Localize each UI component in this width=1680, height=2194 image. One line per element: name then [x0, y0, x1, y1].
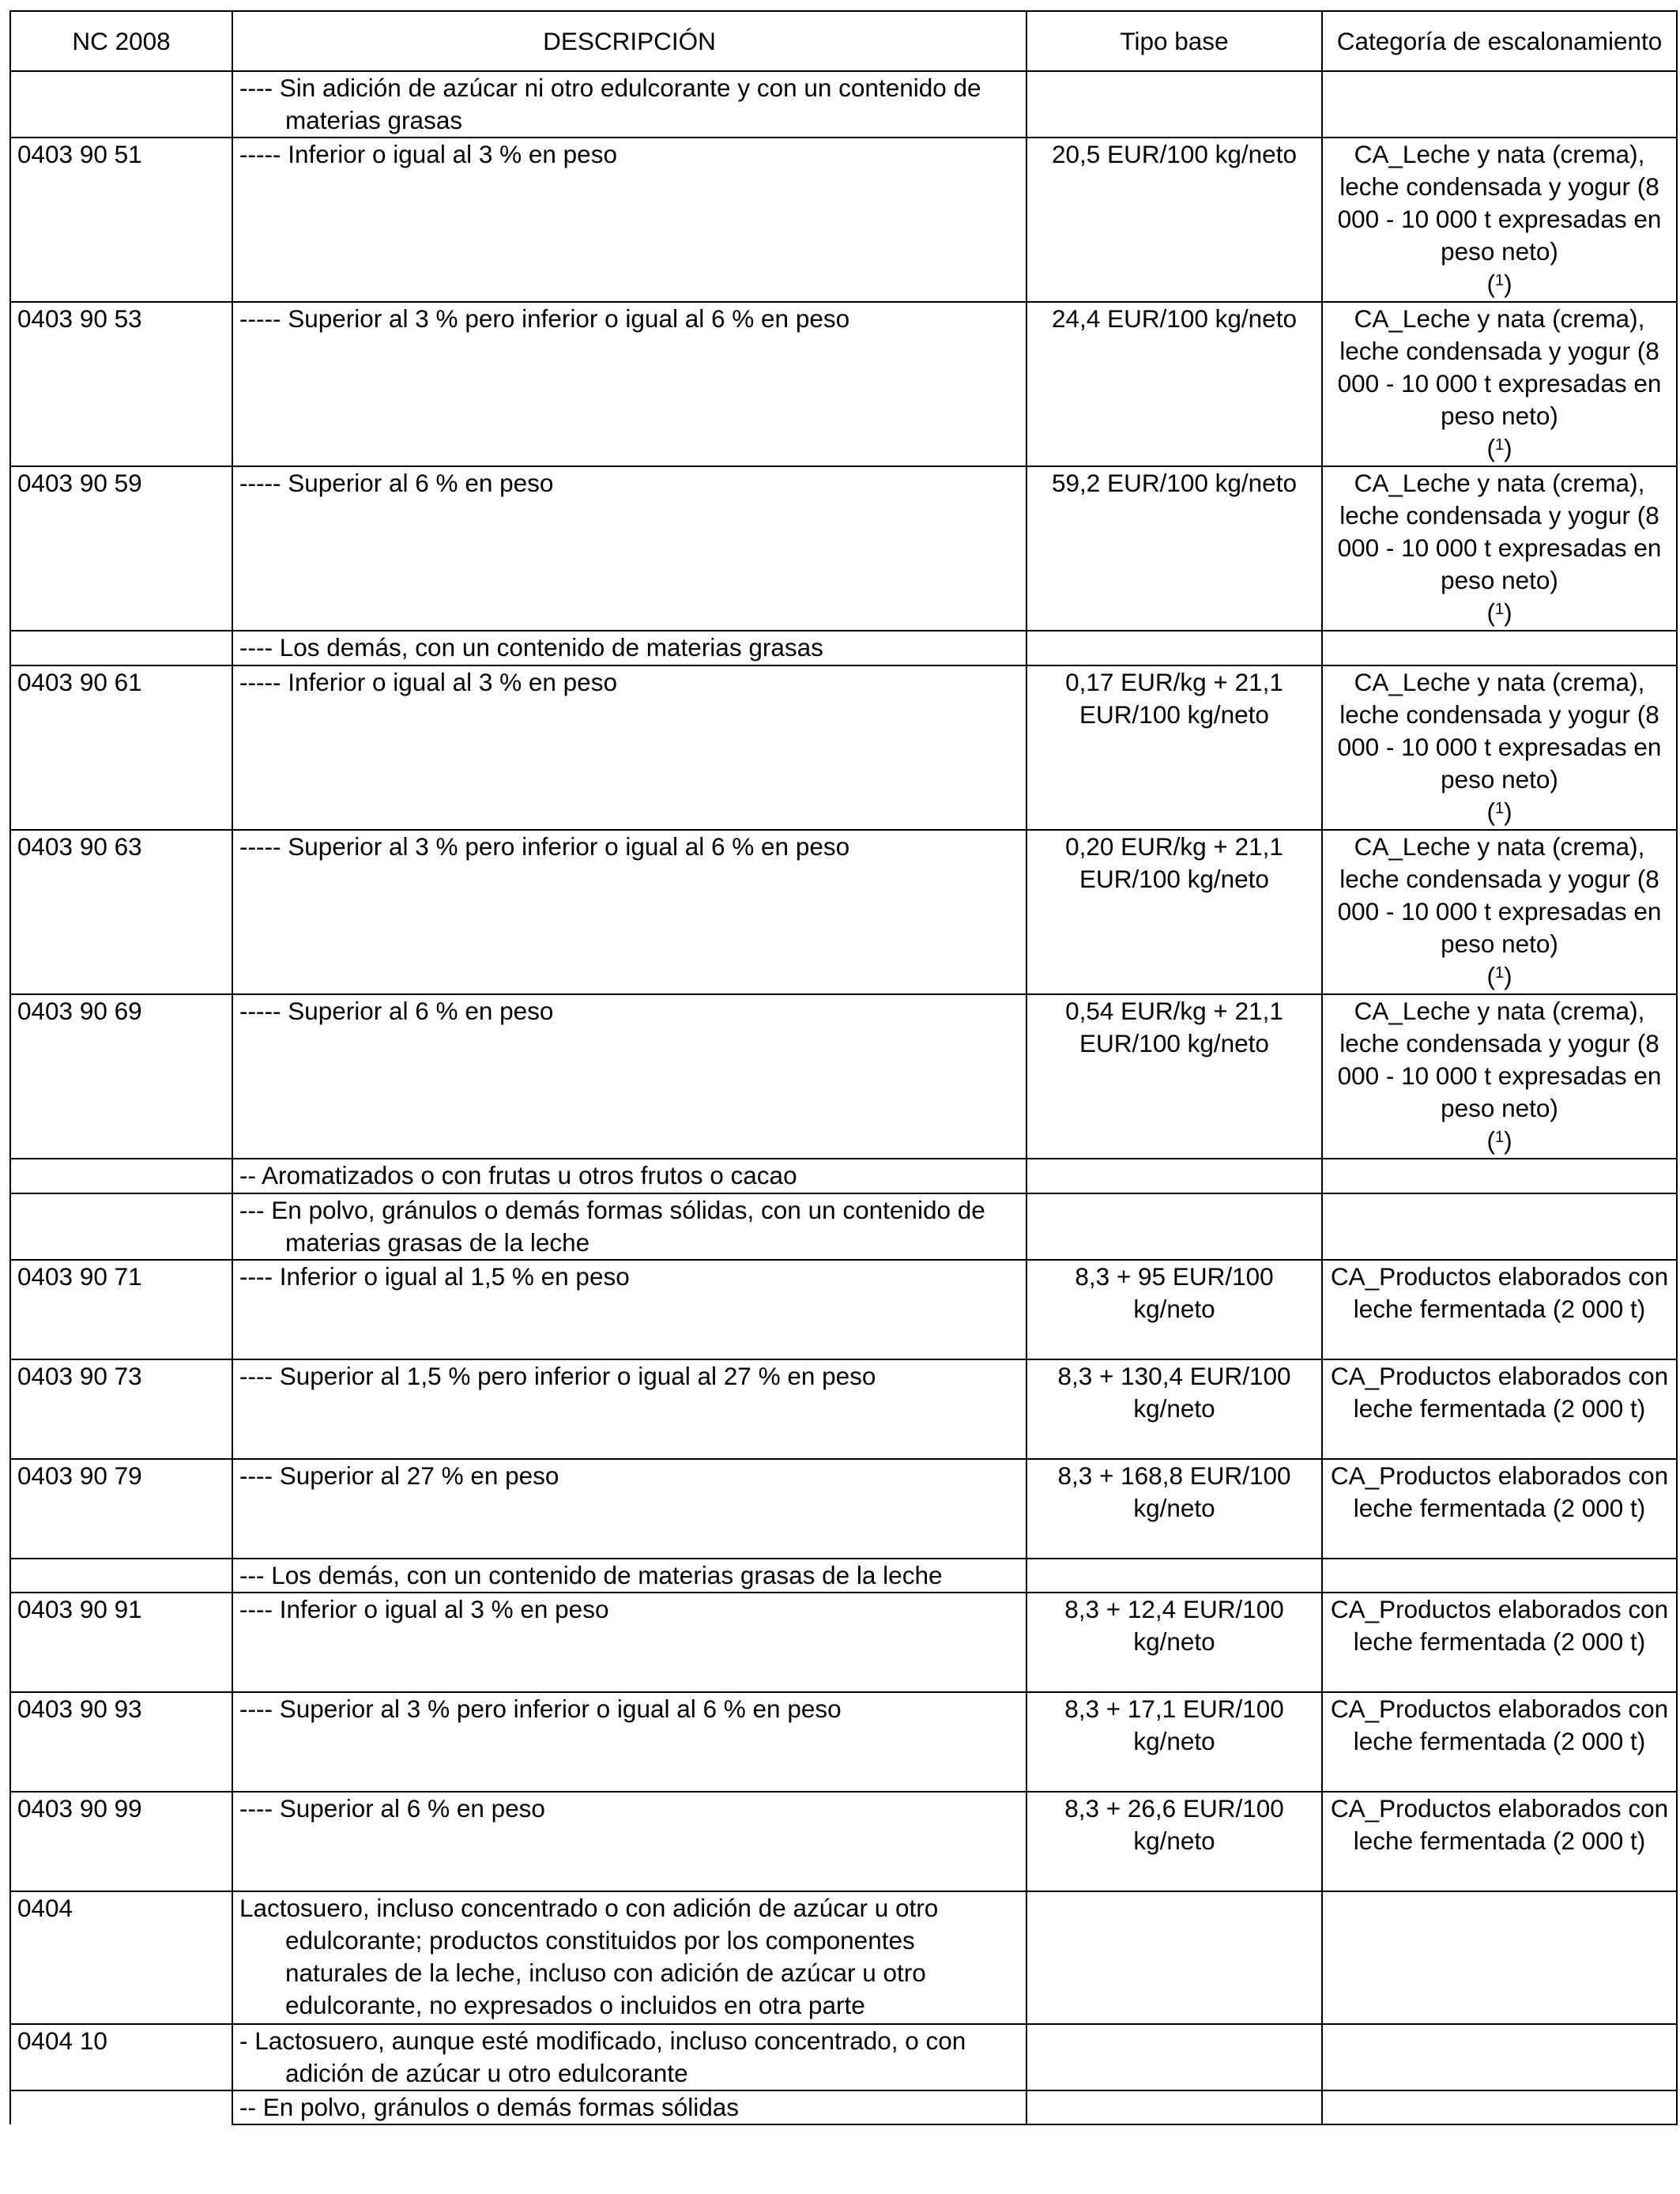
categoria-text: CA_Leche y nata (crema), leche condensada y yogur (8 000 - 10 000 t expresadas en peso neto): [1337, 997, 1662, 1122]
table-row: [10, 830, 1677, 994]
table-row: [10, 466, 1677, 631]
tipo-base: 8,3 + 130,4 EUR/100 kg/neto: [1026, 1359, 1322, 1459]
description-text: ---- Superior al 6 % en peso: [239, 1794, 545, 1823]
tipo-base: [1026, 1891, 1322, 2024]
categoria: CA_Productos elaborados con leche fermentada (2 000 t): [1322, 1459, 1677, 1559]
description: [232, 1891, 1026, 2024]
footnote-ref: 1: [1494, 800, 1505, 817]
categoria-text: CA_Leche y nata (crema), leche condensada y yogur (8 000 - 10 000 t expresadas en peso neto): [1337, 304, 1662, 430]
description: [232, 1593, 1026, 1692]
nc-code: [10, 71, 232, 138]
nc-code: 0403 90 53: [10, 302, 232, 466]
tipo-base: 0,54 EUR/kg + 21,1 EUR/100 kg/neto: [1026, 994, 1322, 1159]
nc-code: 0403 90 91: [10, 1593, 232, 1692]
tipo-base: 8,3 + 168,8 EUR/100 kg/neto: [1026, 1459, 1322, 1559]
description: [232, 138, 1026, 302]
table-row: [10, 71, 1677, 138]
description-text: -- Aromatizados o con frutas u otros frutos o cacao: [239, 1161, 797, 1189]
tipo-base: 0,20 EUR/kg + 21,1 EUR/100 kg/neto: [1026, 830, 1322, 994]
tipo-base: 8,3 + 26,6 EUR/100 kg/neto: [1026, 1792, 1322, 1891]
categoria-text: CA_Leche y nata (crema), leche condensada y yogur (8 000 - 10 000 t expresadas en peso neto): [1337, 140, 1662, 266]
tipo-base: 8,3 + 12,4 EUR/100 kg/neto: [1026, 1593, 1322, 1692]
categoria: [1322, 1891, 1677, 2024]
table-row: [10, 1159, 1677, 1193]
description: [232, 1159, 1026, 1193]
table-row: [10, 1359, 1677, 1459]
nc-code: 0403 90 71: [10, 1260, 232, 1359]
table-row: [10, 1193, 1677, 1260]
description-text: ---- Superior al 27 % en peso: [239, 1461, 559, 1490]
tipo-base: [1026, 1159, 1322, 1193]
categoria: [1322, 631, 1677, 665]
tipo-base: [1026, 2090, 1322, 2124]
categoria: CA_Productos elaborados con leche fermentada (2 000 t): [1322, 1359, 1677, 1459]
table-row: [10, 1593, 1677, 1692]
footnote-ref: 1: [1494, 601, 1505, 618]
categoria: CA_Leche y nata (crema), leche condensada y yogur (8 000 - 10 000 t expresadas en peso neto) ($^1$): [1322, 830, 1677, 994]
categoria: CA_Productos elaborados con leche fermentada (2 000 t): [1322, 1593, 1677, 1692]
nc-code: 0403 90 79: [10, 1459, 232, 1559]
description: [232, 1260, 1026, 1359]
description-text: ---- Superior al 1,5 % pero inferior o igual al 27 % en peso: [239, 1362, 876, 1390]
description: [232, 1559, 1026, 1593]
description-text: ----- Superior al 6 % en peso: [239, 997, 554, 1025]
table-row: [10, 994, 1677, 1159]
nc-code: 0403 90 93: [10, 1692, 232, 1792]
tipo-base: [1026, 71, 1322, 138]
categoria: CA_Productos elaborados con leche fermentada (2 000 t): [1322, 1792, 1677, 1891]
header-description: DESCRIPCIÓN: [232, 11, 1026, 71]
table-row: [10, 2024, 1677, 2090]
description: [232, 466, 1026, 631]
categoria: CA_Productos elaborados con leche fermentada (2 000 t): [1322, 1260, 1677, 1359]
categoria: [1322, 1193, 1677, 1260]
tipo-base: [1026, 1193, 1322, 1260]
table-row: [10, 1692, 1677, 1792]
description: [232, 994, 1026, 1159]
tipo-base: 8,3 + 95 EUR/100 kg/neto: [1026, 1260, 1322, 1359]
categoria: CA_Productos elaborados con leche fermentada (2 000 t): [1322, 1692, 1677, 1792]
categoria-text: CA_Leche y nata (crema), leche condensada y yogur (8 000 - 10 000 t expresadas en peso neto): [1337, 668, 1662, 794]
description: [232, 830, 1026, 994]
header-nc: NC 2008: [10, 11, 232, 71]
description-text: --- En polvo, gránulos o demás formas sólidas, con un contenido de materias grasas de la leche: [239, 1196, 985, 1257]
table-row: [10, 631, 1677, 665]
description: [232, 302, 1026, 466]
nc-code: 0403 90 99: [10, 1792, 232, 1891]
description: [232, 1792, 1026, 1891]
description: [232, 631, 1026, 665]
categoria: CA_Leche y nata (crema), leche condensada y yogur (8 000 - 10 000 t expresadas en peso neto) ($^1$): [1322, 994, 1677, 1159]
description: [232, 1692, 1026, 1792]
description: [232, 1193, 1026, 1260]
nc-code: 0404: [10, 1891, 232, 2024]
description-text: ---- Los demás, con un contenido de materias grasas: [239, 633, 823, 662]
categoria: CA_Leche y nata (crema), leche condensada y yogur (8 000 - 10 000 t expresadas en peso neto) ($^1$): [1322, 302, 1677, 466]
description-text: -- En polvo, gránulos o demás formas sólidas: [239, 2093, 740, 2121]
categoria: [1322, 1559, 1677, 1593]
description-text: ----- Superior al 6 % en peso: [239, 469, 554, 497]
table-row: [10, 2090, 1677, 2124]
categoria: [1322, 2090, 1677, 2124]
description-text: ---- Inferior o igual al 3 % en peso: [239, 1595, 609, 1623]
tariff-table: [9, 10, 1678, 2125]
categoria: CA_Leche y nata (crema), leche condensada y yogur (8 000 - 10 000 t expresadas en peso neto) ($^1$): [1322, 665, 1677, 830]
table-row: [10, 1260, 1677, 1359]
tipo-base: 59,2 EUR/100 kg/neto: [1026, 466, 1322, 631]
footnote-ref: 1: [1494, 272, 1505, 289]
nc-code: 0403 90 59: [10, 466, 232, 631]
nc-code: 0403 90 61: [10, 665, 232, 830]
description-text: ---- Superior al 3 % pero inferior o igual al 6 % en peso: [239, 1695, 842, 1723]
description: [232, 1459, 1026, 1559]
nc-code: 0403 90 73: [10, 1359, 232, 1459]
footnote-ref: 1: [1494, 964, 1505, 982]
description-text: - Lactosuero, aunque esté modificado, incluso concentrado, o con adición de azúcar u otro edulcorante: [239, 2026, 966, 2087]
categoria-text: CA_Leche y nata (crema), leche condensada y yogur (8 000 - 10 000 t expresadas en peso neto): [1337, 469, 1662, 594]
nc-code: [10, 631, 232, 665]
nc-code: 0403 90 63: [10, 830, 232, 994]
nc-code: 0403 90 69: [10, 994, 232, 1159]
tipo-base: [1026, 2024, 1322, 2090]
categoria: CA_Leche y nata (crema), leche condensada y yogur (8 000 - 10 000 t expresadas en peso neto) ($^1$): [1322, 138, 1677, 302]
tipo-base: 0,17 EUR/kg + 21,1 EUR/100 kg/neto: [1026, 665, 1322, 830]
footnote-ref: 1: [1494, 436, 1505, 454]
description-text: ----- Superior al 3 % pero inferior o igual al 6 % en peso: [239, 832, 850, 861]
description-text: ----- Superior al 3 % pero inferior o igual al 6 % en peso: [239, 304, 850, 333]
categoria: [1322, 71, 1677, 138]
footnote-ref: 1: [1494, 1129, 1505, 1146]
description-text: ---- Inferior o igual al 1,5 % en peso: [239, 1262, 630, 1291]
description: [232, 2090, 1026, 2124]
tipo-base: [1026, 631, 1322, 665]
description-text: Lactosuero, incluso concentrado o con adición de azúcar u otro edulcorante; productos constituidos por los componentes naturales de la leche, incluso con adición de azúcar u otro edulcorante, no expresados o incluidos en otra parte: [239, 1894, 939, 2019]
description: [232, 71, 1026, 138]
table-row: [10, 1459, 1677, 1559]
description-text: ----- Inferior o igual al 3 % en peso: [239, 668, 617, 696]
nc-code: 0403 90 51: [10, 138, 232, 302]
table-row: [10, 1792, 1677, 1891]
header-row: [10, 11, 1677, 71]
header-tipo-base: Tipo base: [1026, 11, 1322, 71]
nc-code: 0404 10: [10, 2024, 232, 2090]
nc-code: [10, 1159, 232, 1193]
table-row: [10, 665, 1677, 830]
nc-code: [10, 1559, 232, 1593]
header-categoria: Categoría de escalonamiento: [1322, 11, 1677, 71]
description-text: ---- Sin adición de azúcar ni otro edulcorante y con un contenido de materias grasas: [239, 74, 981, 134]
nc-code: [10, 2090, 232, 2124]
tipo-base: [1026, 1559, 1322, 1593]
categoria-text: CA_Leche y nata (crema), leche condensada y yogur (8 000 - 10 000 t expresadas en peso neto): [1337, 832, 1662, 958]
tipo-base: 24,4 EUR/100 kg/neto: [1026, 302, 1322, 466]
categoria: [1322, 2024, 1677, 2090]
nc-code: [10, 1193, 232, 1260]
categoria: [1322, 1159, 1677, 1193]
description-text: --- Los demás, con un contenido de materias grasas de la leche: [239, 1561, 943, 1589]
description: [232, 665, 1026, 830]
table-row: [10, 302, 1677, 466]
description: [232, 1359, 1026, 1459]
table-row: [10, 1559, 1677, 1593]
tipo-base: 20,5 EUR/100 kg/neto: [1026, 138, 1322, 302]
description: [232, 2024, 1026, 2090]
tipo-base: 8,3 + 17,1 EUR/100 kg/neto: [1026, 1692, 1322, 1792]
description-text: ----- Inferior o igual al 3 % en peso: [239, 140, 617, 168]
table-row: [10, 1891, 1677, 2024]
table-row: [10, 138, 1677, 302]
categoria: CA_Leche y nata (crema), leche condensada y yogur (8 000 - 10 000 t expresadas en peso neto) ($^1$): [1322, 466, 1677, 631]
